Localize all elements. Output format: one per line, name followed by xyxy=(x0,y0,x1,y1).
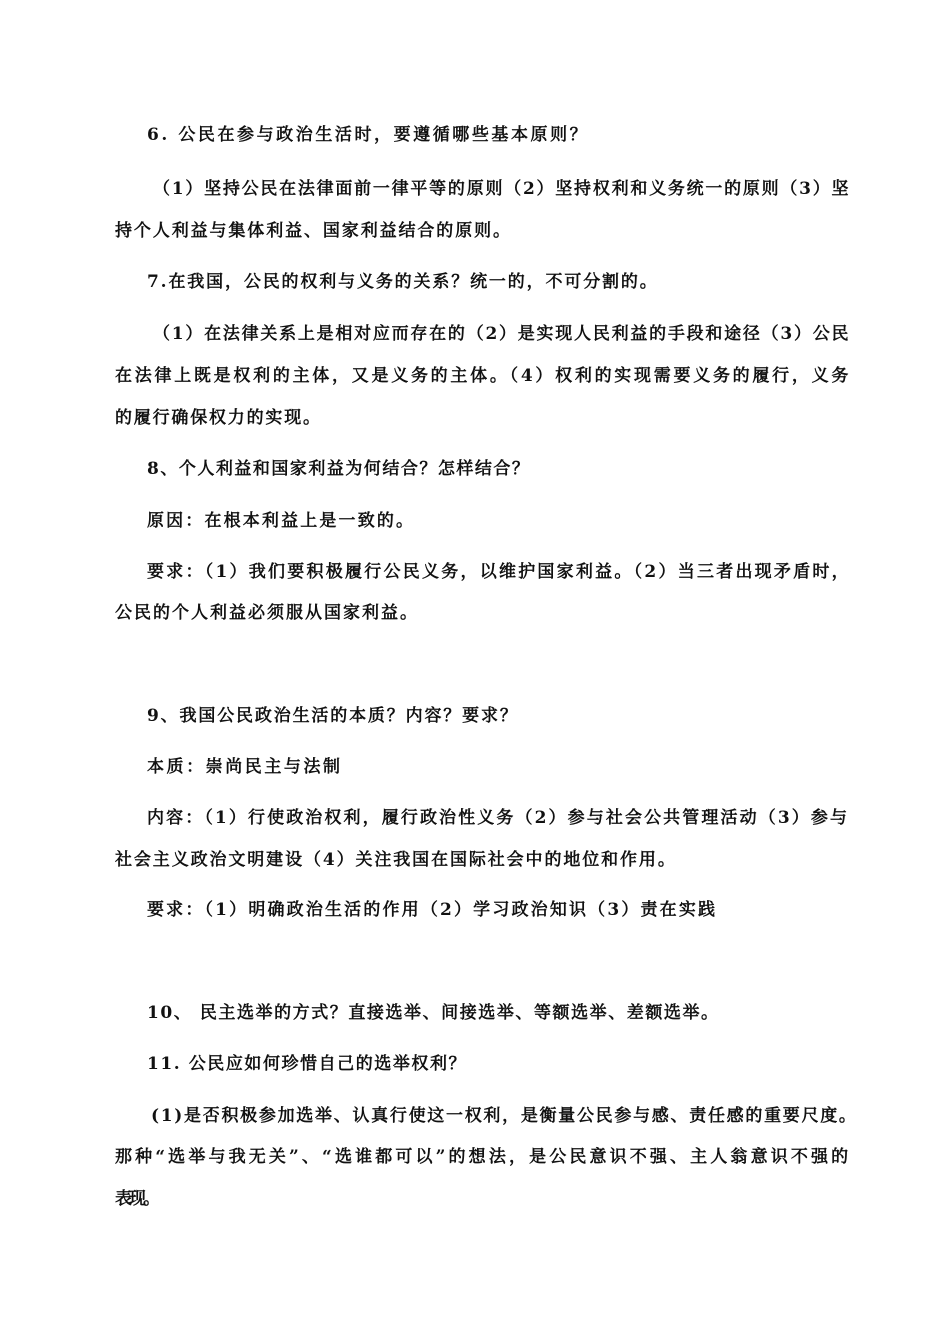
q7-answer-line-1: （1）在法律关系上是相对应而存在的（2）是实现人民利益的手段和途径（3）公民 xyxy=(153,324,851,344)
q9-requirement: 要求：（1）明确政治生活的作用（2）学习政治知识（3）责在实践 xyxy=(147,900,718,920)
q9-content-line-2: 社会主义政治文明建设（4）关注我国在国际社会中的地位和作用。 xyxy=(115,850,677,870)
q11-answer-line-1: (1)是否积极参加选举、认真行使这一权利，是衡量公民参与感、责任感的重要尺度。 xyxy=(151,1106,858,1126)
q6-heading: 6. 公民在参与政治生活时，要遵循哪些基本原则？ xyxy=(147,125,590,145)
q11-heading: 11. 公民应如何珍惜自己的选举权利？ xyxy=(147,1054,468,1074)
q8-requirement-line-1: 要求：（1）我们要积极履行公民义务，以维护国家利益。（2）当三者出现矛盾时， xyxy=(147,562,851,582)
q8-heading: 8、个人利益和国家利益为何结合？怎样结合？ xyxy=(147,459,531,479)
q8-reason: 原因：在根本利益上是一致的。 xyxy=(147,511,416,531)
q6-answer-line-1: （1）坚持公民在法律面前一律平等的原则（2）坚持权利和义务统一的原则（3）坚 xyxy=(153,179,851,199)
q7-answer-line-2: 在法律上既是权利的主体，又是义务的主体。（4）权利的实现需要义务的履行，义务 xyxy=(115,366,852,386)
q9-essence: 本质：崇尚民主与法制 xyxy=(147,757,343,777)
q6-answer-line-2: 持个人利益与集体利益、国家利益结合的原则。 xyxy=(115,221,512,241)
q7-heading: 7.在我国，公民的权利与义务的关系？统一的，不可分割的。 xyxy=(147,272,659,292)
q10-line: 10、 民主选举的方式？直接选举、间接选举、等额选举、差额选举。 xyxy=(147,1003,720,1023)
q8-requirement-line-2: 公民的个人利益必须服从国家利益。 xyxy=(115,603,419,623)
q9-heading: 9、我国公民政治生活的本质？内容？要求？ xyxy=(147,706,519,726)
q7-answer-line-3: 的履行确保权力的实现。 xyxy=(115,408,322,428)
q9-content-line-1: 内容：（1）行使政治权利，履行政治性义务（2）参与社会公共管理活动（3）参与 xyxy=(147,808,850,828)
q11-answer-line-2: 那种“选举与我无关”、“选谁都可以”的想法，是公民意识不强、主人翁意识不强的 xyxy=(115,1147,852,1167)
q11-answer-line-3: 表现。 xyxy=(115,1189,157,1209)
